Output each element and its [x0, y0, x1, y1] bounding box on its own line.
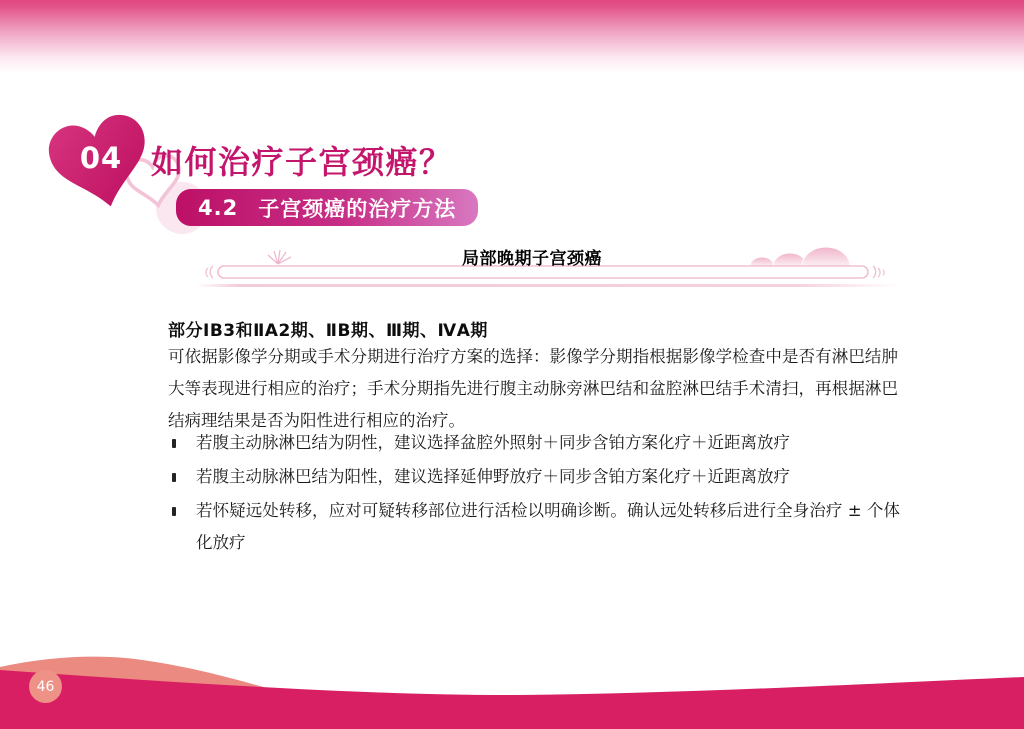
- stage-heading: 部分ⅠB3和ⅡA2期、ⅡB期、Ⅲ期、ⅣA期: [168, 321, 488, 341]
- bullet-text: 若怀疑远处转移，应对可疑转移部位进行活检以明确诊断。确认远处转移后进行全身治疗 ± 个体化放疗: [196, 501, 900, 552]
- section-badge: [176, 189, 478, 226]
- top-gradient-banner: [0, 0, 1024, 74]
- bullet-text: 若腹主动脉淋巴结为阳性，建议选择延伸野放疗＋同步含铂方案化疗＋近距离放疗: [196, 467, 790, 486]
- bullet-marker: [172, 473, 176, 482]
- chapter-heart-badge: [52, 118, 150, 212]
- list-item: [168, 461, 900, 493]
- bullet-list: [168, 427, 900, 561]
- footer-waves: [0, 639, 1024, 729]
- list-item: [168, 495, 900, 559]
- block-heading: 局部晚期子宫颈癌: [462, 249, 602, 269]
- chapter-number: 04: [79, 141, 123, 175]
- list-item: [168, 427, 900, 459]
- chapter-title: 如何治疗子宫颈癌？: [151, 143, 453, 181]
- section-number: 4.2: [198, 195, 239, 220]
- section-title: 子宫颈癌的治疗方法: [258, 196, 457, 221]
- bullet-marker: [172, 507, 176, 516]
- body-paragraph: 可依据影像学分期或手术分期进行治疗方案的选择：影像学分期指根据影像学检查中是否有淋巴结肿大等表现进行相应的治疗；手术分期指先进行腹主动脉旁淋巴结和盆腔淋巴结手术清扫，再根据淋巴结病理结果是否为阳性进行相应的治疗。: [168, 347, 898, 430]
- bullet-text: 若腹主动脉淋巴结为阴性，建议选择盆腔外照射＋同步含铂方案化疗＋近距离放疗: [196, 433, 790, 452]
- bullet-marker: [172, 439, 176, 448]
- page-number-badge: 46: [29, 670, 62, 703]
